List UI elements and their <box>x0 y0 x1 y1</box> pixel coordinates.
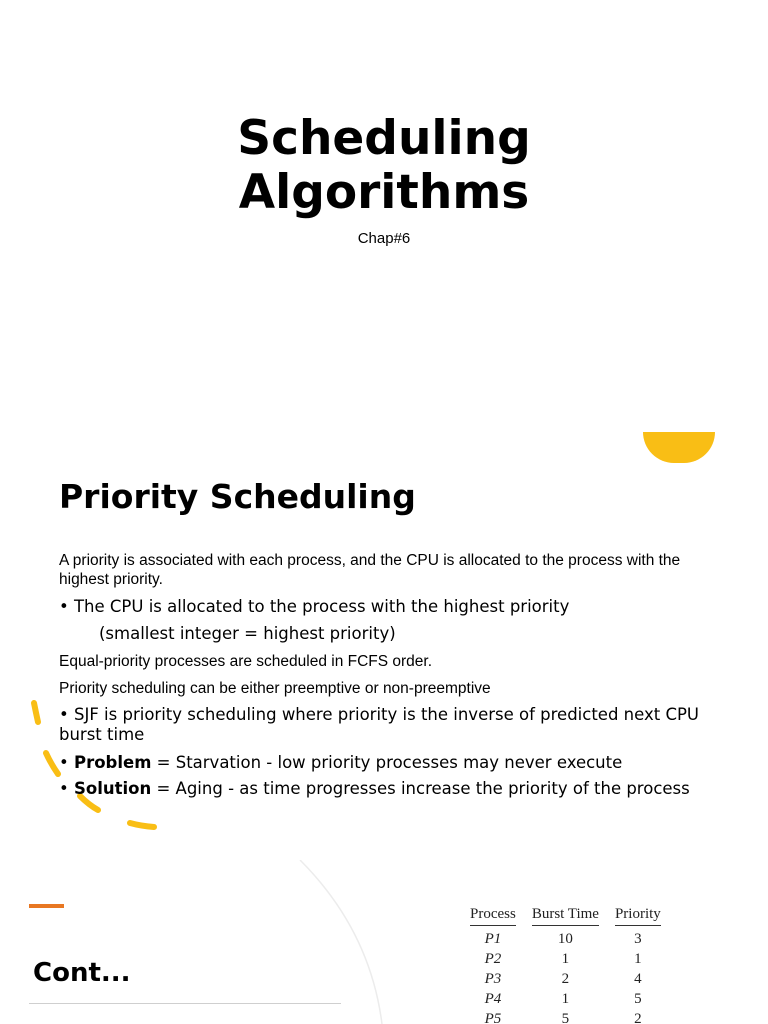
title-line-1: Scheduling <box>237 111 531 166</box>
table-row <box>470 926 661 950</box>
cell-process: P1 <box>484 931 502 947</box>
process-table <box>470 906 661 1024</box>
intro-paragraph: A priority is associated with each process, and the CPU is allocated to the process with the highest priority. <box>59 552 681 588</box>
bullet-problem <box>59 753 709 773</box>
title-line-2: Algorithms <box>238 165 530 220</box>
cell-process: P5 <box>484 1011 502 1024</box>
cell-priority: 3 <box>634 931 642 947</box>
table-row <box>470 949 661 969</box>
title-slide <box>0 0 768 420</box>
solution-label: Solution <box>73 779 152 798</box>
bullet-solution <box>59 779 709 799</box>
bullet-cpu-allocation-sub: (smallest integer = highest priority) <box>99 624 396 643</box>
table-header-row <box>470 906 661 926</box>
cell-priority: 5 <box>634 991 642 1007</box>
cell-process: P3 <box>484 971 502 987</box>
cell-burst: 10 <box>557 931 573 947</box>
arc-dash-4 <box>130 823 154 827</box>
cell-burst: 1 <box>561 991 570 1007</box>
problem-label: Problem <box>73 753 152 772</box>
header-priority: Priority <box>615 906 661 926</box>
slide-title <box>0 112 768 220</box>
line-fcfs: Equal-priority processes are scheduled in FCFS order. <box>59 653 433 670</box>
table-row <box>470 969 661 989</box>
cell-priority: 1 <box>634 951 642 967</box>
table-row <box>470 989 661 1009</box>
bullet-cpu-allocation: • The CPU is allocated to the process with the highest priority <box>59 597 570 616</box>
cell-burst: 1 <box>561 951 570 967</box>
header-process: Process <box>470 906 516 926</box>
bullet-marker: • <box>59 753 74 772</box>
title-divider <box>29 1003 341 1004</box>
header-burst-time: Burst Time <box>532 906 599 926</box>
cell-burst: 5 <box>561 1011 570 1024</box>
cell-priority: 2 <box>634 1011 642 1024</box>
cell-priority: 4 <box>634 971 642 987</box>
cell-process: P4 <box>484 991 502 1007</box>
cell-burst: 2 <box>561 971 570 987</box>
arc-dash-1 <box>34 703 38 722</box>
bullet-sjf: • SJF is priority scheduling where priority is the inverse of predicted next CPU burst time <box>59 705 700 744</box>
priority-scheduling-slide <box>0 420 768 860</box>
slide-title: Cont... <box>33 958 131 988</box>
problem-text: = Starvation - low priority processes may never execute <box>151 753 623 772</box>
bullet-marker: • <box>59 779 74 798</box>
table-row <box>470 1009 661 1024</box>
accent-bar <box>29 904 64 908</box>
solution-text: = Aging - as time progresses increase the priority of the process <box>151 779 690 798</box>
slide-title: Priority Scheduling <box>59 477 416 516</box>
slide-subtitle: Chap#6 <box>357 230 411 247</box>
arc-dash-2 <box>46 753 58 774</box>
cell-process: P2 <box>484 951 502 967</box>
line-preemptive: Priority scheduling can be either preemptive or non-preemptive <box>59 680 491 697</box>
continued-slide <box>0 860 768 1024</box>
